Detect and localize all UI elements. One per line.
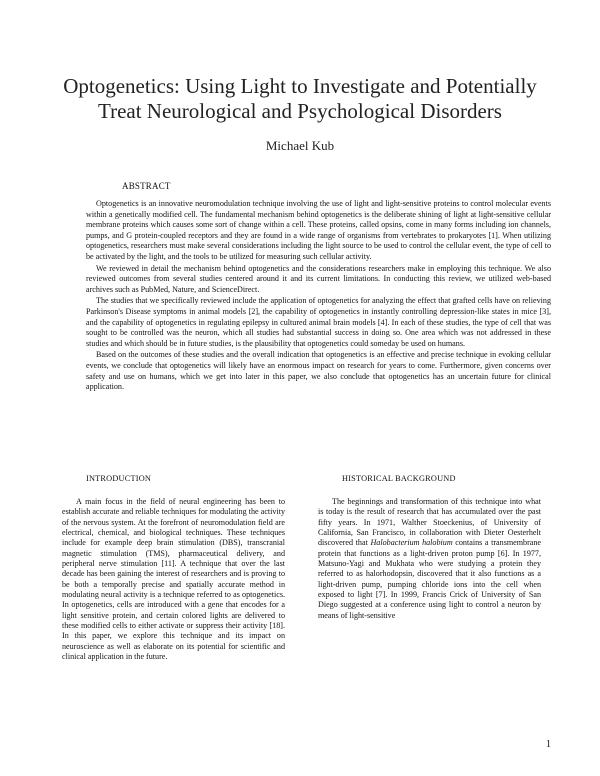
introduction-paragraph: A main focus in the field of neural engineering has been to establish accurate and reliable techniques for modulating the activity of the nervous system. At the forefront of neuromodulation field are electrical, chemical, and biological techniques. These techniques include for example deep brain stimulation (DBS), transcranial magnetic stimulation (TMS), pharmaceutical delivery, and peripheral nerve stimulation [11]. A technique that over the last decade has been gaining the interest of researchers and is proving to be both a temporally precise and spatially accurate method in modulating neural activity is a technique referred to as optogenetics. In optogenetics, cells are introduced with a gene that encodes for a light sensitive protein, and certain colored lights are delivered to these modified cells to either activate or suppress their activity [18]. In this paper, we explore this technique and its impact on neuroscience as well as elaborate on its potential for scientific and clinical application in the future. — [62, 497, 285, 662]
introduction-heading: INTRODUCTION — [86, 474, 152, 483]
background-text-end: contains a transmembrane protein that functions as a light-driven proton pump [6]. In 1977, Matsuno-Yagi and Mukhata who were studying a protein they referred to as halorhodopsin, discovered that it also functions as a light-driven pump, pumping chloride ions into the cell when exposed to light [7]. In 1999, Francis Crick of University of San Diego suggested at a conference using light to control a neuron by means of light-sensitive — [318, 538, 542, 620]
historical-background-paragraph — [318, 497, 541, 621]
abstract-paragraph: The studies that we specifically reviewed include the application of optogenetics for analyzing the effect that grafted cells have on relieving Parkinson's Disease symptoms in animal models [2], the capability of optogenetics in instantly controlling depression-like states in mice [3], and the capability of optogenetics in regulating epilepsy in cultured animal brain models [4]. In each of these studies, the type of cell that was sought to be controlled was the neuron, which all studies had substantial success in doing so. One area which was not addressed in these studies and which should be in future studies, is the plausibility that optogenetics could someday be used on humans. — [86, 296, 551, 348]
background-text-start: The beginnings and transformation of this technique into what is today is the result of research that has accumulated over the past fifty years. In 1971, Walther Stoeckenius, of University of California, San Francisco, in collaboration with Dieter Oesterhelt discovered that — [318, 497, 541, 548]
abstract-paragraph: Based on the outcomes of these studies and the overall indication that optogenetics is an effective and precise technique in evoking cellular events, we conclude that optogenetics will likely have an enormous impact on research for years to come. Furthermore, given concerns over safety and use on humans, which we get into later in this paper, we also conclude that optogenetics has an uncertain future for clinical application. — [86, 350, 551, 392]
historical-background-section — [318, 474, 541, 621]
abstract-body — [86, 199, 551, 394]
paper-title: Optogenetics: Using Light to Investigate and Potentially Treat Neurological and Psychological Disorders — [63, 74, 537, 123]
abstract-heading: ABSTRACT — [122, 181, 171, 191]
abstract-paragraph: Optogenetics is an innovative neuromodulation technique involving the use of light and light-sensitive proteins to control molecular events within a genetically modified cell. The fundamental mechanism behind optogenetics is the deliberate shining of light at light-sensitive cellular membrane proteins which causes some sort of change within a cell. These proteins, called opsins, come in many forms including ion channels, pumps, and G protein-coupled receptors and they are found in a wide range of organisms from vertebrates to prokaryotes [1]. When utilizing optogenetics, researchers must make several considerations including the light source to be used to control the cellular event, the type of cell to be activated by the light, and the tools to be utilized for measuring such cellular activity. — [86, 199, 551, 261]
page-number: 1 — [546, 739, 551, 750]
historical-background-heading: HISTORICAL BACKGROUND — [342, 474, 456, 483]
author-name: Michael Kub — [265, 138, 335, 153]
abstract-paragraph: We reviewed in detail the mechanism behind optogenetics and the considerations researchers make in employing this technique. We also reviewed outcomes from several studies centered around it and its current limitations. In conducting this review, we utilized web-based archives such as PubMed, Nature, and ScienceDirect. — [86, 263, 551, 294]
introduction-section — [62, 474, 285, 663]
species-name: Halobacterium halobium — [370, 538, 453, 548]
